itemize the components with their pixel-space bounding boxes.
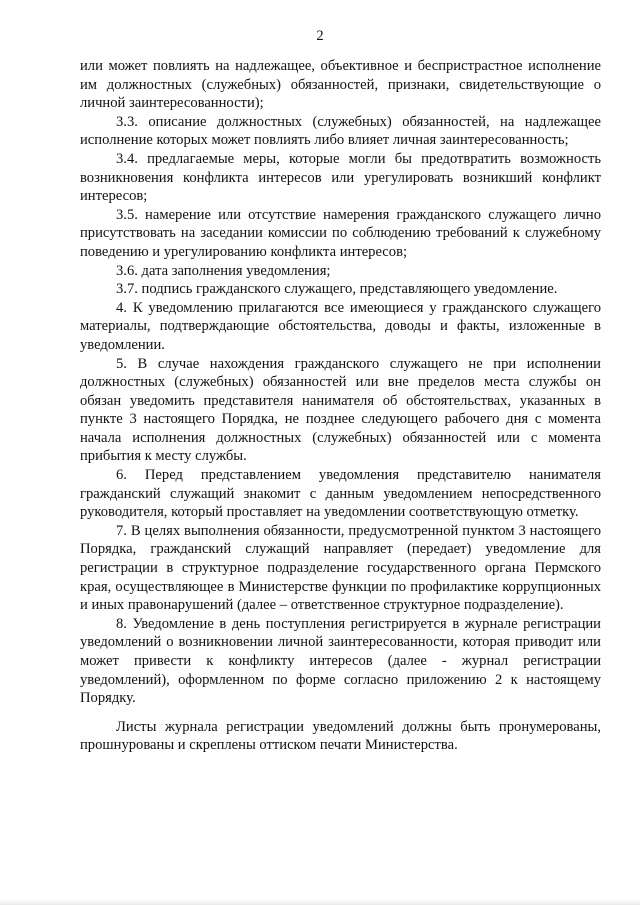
paragraph-3-4: 3.4. предлагаемые меры, которые могли бы предотвратить возможность возникновения конфликта интересов или урегулировать возникший конфликт интересов; — [80, 150, 601, 205]
page-bottom-edge — [0, 899, 640, 905]
paragraph-journal-sheets: Листы журнала регистрации уведомлений должны быть пронумерованы, прошнурованы и скреплены оттиском печати Министерства. — [80, 718, 601, 754]
paragraph-3-3: 3.3. описание должностных (служебных) обязанностей, на надлежащее исполнение которых может повлиять либо влияет личная заинтересованность; — [80, 113, 601, 149]
paragraph-6: 6. Перед представлением уведомления представителю нанимателя гражданский служащий знакомит с данным уведомлением непосредственного руководителя, который проставляет на уведомлении соответствующую отметку. — [80, 467, 601, 521]
paragraph-3-7: 3.7. подпись гражданского служащего, представляющего уведомление. — [116, 281, 558, 298]
paragraph-continuation: или может повлиять на надлежащее, объективное и беспристрастное исполнение им должностных (служебных) обязанностей, признаки, свидетельствующие о личной заинтересованности); — [80, 58, 601, 112]
paragraph-3-6: 3.6. дата заполнения уведомления; — [116, 262, 331, 279]
paragraph-5: 5. В случае нахождения гражданского служащего не при исполнении должностных (служебных) обязанностей или вне пределов места службы он обязан уведомить представителя нанимателя об обстоятельствах, указанных в пункте 3 настоящего Порядка, не позднее следующего рабочего дня с момента начала исполнения должностных (служебных) обязанностей или с момента прибытия к месту службы. — [80, 355, 601, 465]
page-number: 2 — [316, 28, 324, 44]
paragraph-4: 4. К уведомлению прилагаются все имеющиеся у гражданского служащего материалы, подтверждающие обстоятельства, доводы и факты, изложенные в уведомлении. — [80, 299, 601, 353]
paragraph-7: 7. В целях выполнения обязанности, предусмотренной пунктом 3 настоящего Порядка, гражданский служащий направляет (передает) уведомление для регистрации в структурное подразделение государственного органа Пермского края, осуществляющее в Министерстве функции по профилактике коррупционных и иных правонарушений (далее – ответственное структурное подразделение). — [80, 522, 601, 614]
document-body — [80, 57, 601, 755]
paragraph-3-5: 3.5. намерение или отсутствие намерения гражданского служащего лично присутствовать на заседании комиссии по соблюдению требований к служебному поведению и урегулированию конфликта интересов; — [80, 206, 601, 260]
paragraph-8: 8. Уведомление в день поступления регистрируется в журнале регистрации уведомлений о возникновении личной заинтересованности, которая приводит или может привести к конфликту интересов (далее - журнал регистрации уведомлений), оформленном по форме согласно приложению 2 к настоящему Порядку. — [80, 615, 601, 707]
